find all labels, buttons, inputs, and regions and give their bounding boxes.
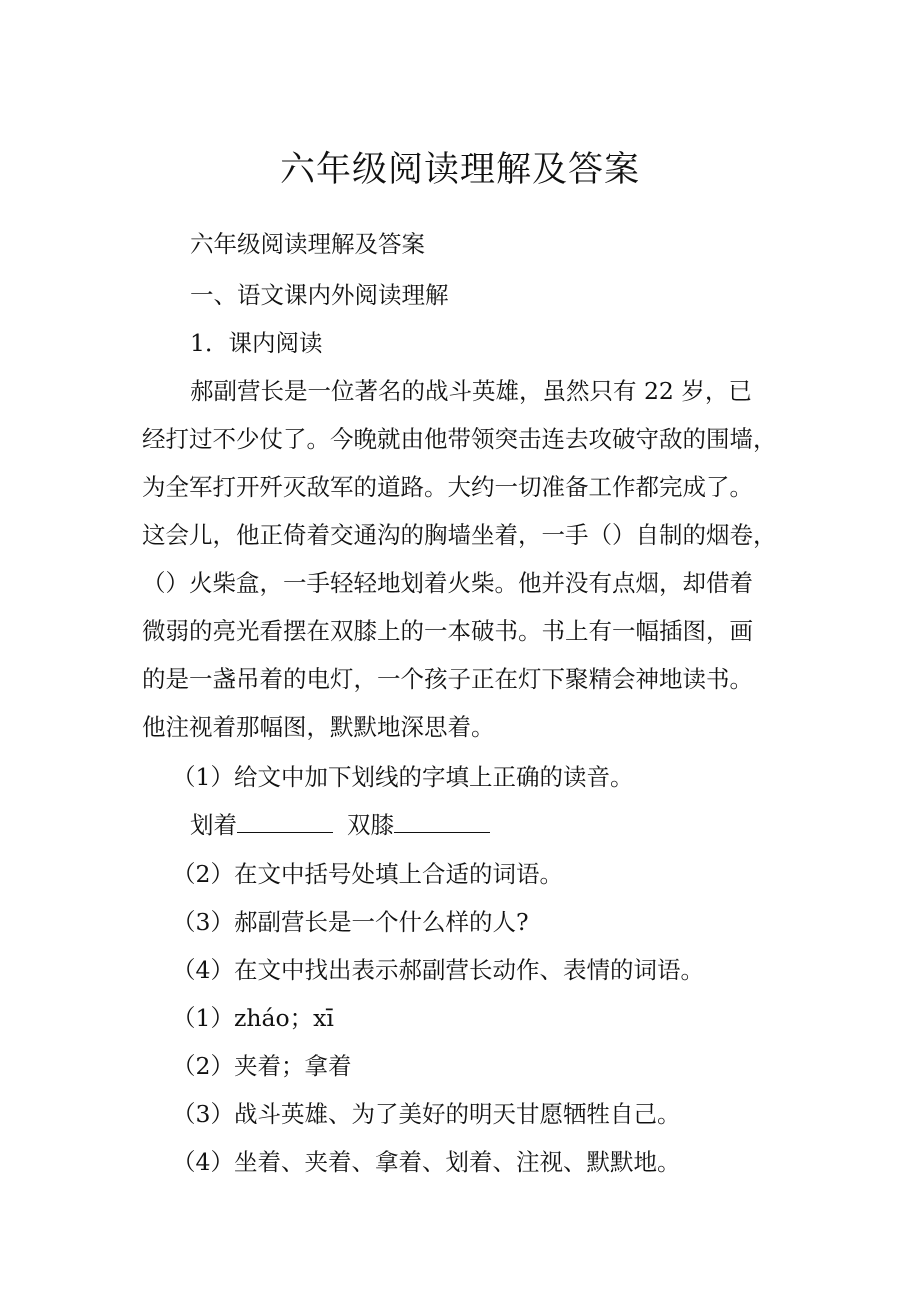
answer-blank-1 (237, 810, 333, 833)
question-3: （3）郝副营长是一个什么样的人? (172, 908, 529, 936)
answer-2: （2）夹着；拿着 (172, 1052, 352, 1080)
passage-line: 他注视着那幅图，默默地深思着。 (142, 713, 495, 741)
answer-1: （1）zháo；xī (172, 1004, 334, 1032)
passage-line: （）火柴盒，一手轻轻地划着火柴。他并没有点烟，却借着 (142, 569, 753, 597)
passage-line: 经打过不少仗了。今晚就由他带领突击连去攻破守敌的围墙， (142, 425, 777, 453)
passage-line: 微弱的亮光看摆在双膝上的一本破书。书上有一幅插图，画 (142, 617, 753, 645)
question-1-blanks (190, 810, 504, 840)
subtitle: 六年级阅读理解及答案 (190, 230, 425, 258)
question-2: （2）在文中括号处填上合适的词语。 (172, 860, 563, 888)
subsection-heading: 1．课内阅读 (190, 329, 323, 357)
blank-label-1: 划着 (190, 811, 237, 839)
passage-line: 的是一盏吊着的电灯，一个孩子正在灯下聚精会神地读书。 (142, 665, 753, 693)
passage-line: 这会儿，他正倚着交通沟的胸墙坐着，一手（）自制的烟卷， (142, 521, 777, 549)
question-4: （4）在文中找出表示郝副营长动作、表情的词语。 (172, 956, 704, 984)
document-title: 六年级阅读理解及答案 (279, 150, 640, 190)
answer-4: （4）坐着、夹着、拿着、划着、注视、默默地。 (172, 1148, 681, 1176)
passage-line: 为全军打开歼灭敌军的道路。大约一切准备工作都完成了。 (142, 473, 753, 501)
answer-blank-2 (394, 810, 490, 833)
passage-line: 郝副营长是一位著名的战斗英雄，虽然只有 22 岁，已 (190, 377, 752, 405)
answer-3: （3）战斗英雄、为了美好的明天甘愿牺牲自己。 (172, 1100, 681, 1128)
blank-label-2: 双膝 (347, 811, 394, 839)
section-heading: 一、语文课内外阅读理解 (190, 281, 449, 309)
question-1: （1）给文中加下划线的字填上正确的读音。 (172, 763, 634, 791)
